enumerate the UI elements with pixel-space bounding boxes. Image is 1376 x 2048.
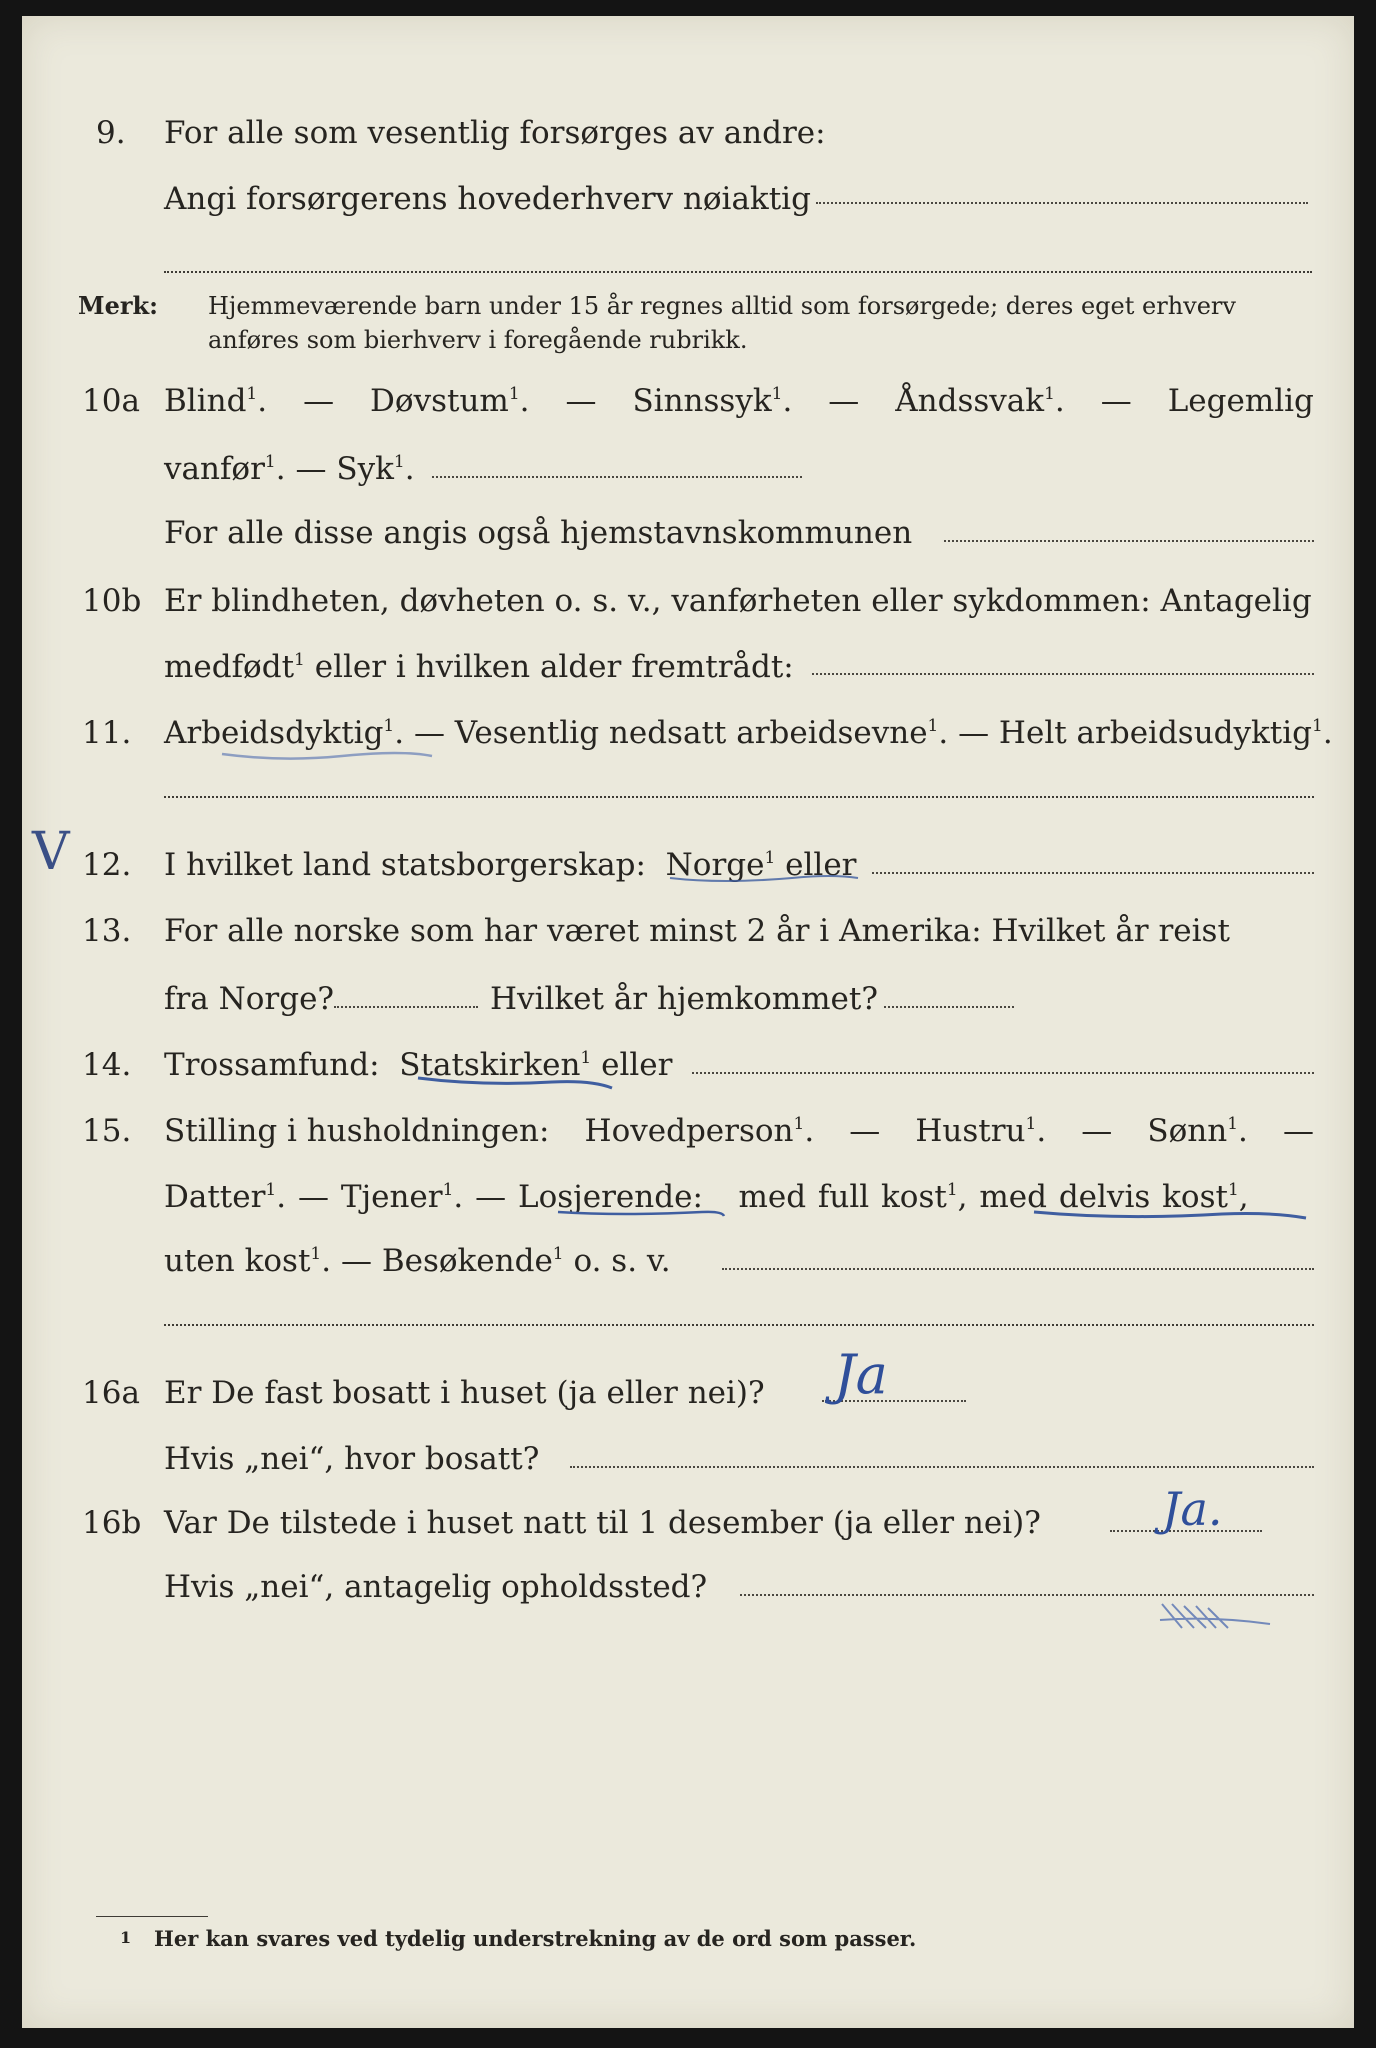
- q10a-number: 10a: [82, 383, 140, 419]
- q16b-number: 16b: [82, 1505, 142, 1541]
- q16a-question: Er De fast bosatt i huset (ja eller nei)?: [164, 1375, 765, 1411]
- option-hustru[interactable]: Hustru$^1$.: [915, 1113, 1047, 1149]
- separator: —: [1081, 1113, 1113, 1149]
- merk-label: Merk:: [78, 291, 158, 320]
- q16b-question: Var De tilstede i huset natt til 1 desember (ja eller nei)?: [164, 1505, 1041, 1541]
- q16a-number: 16a: [82, 1375, 140, 1411]
- option-dovstum[interactable]: Døvstum$^1$.: [370, 383, 530, 419]
- option-hovedperson[interactable]: Hovedperson$^1$.: [584, 1113, 815, 1149]
- pen-markings: [22, 16, 1354, 2028]
- option-andssvak[interactable]: Åndssvak$^1$.: [895, 383, 1065, 419]
- q12-question: I hvilket land statsborgerskap: Norge$^1$ eller: [164, 847, 857, 883]
- q11-options: Arbeidsdyktig$^1$. — Vesentlig nedsatt arbeidsevne$^1$. — Helt arbeidsudyktig$^1$.: [164, 715, 1333, 751]
- q9-question: For alle som vesentlig forsørges av andre:: [164, 115, 826, 151]
- q16b-handwritten-answer: Ja.: [1162, 1482, 1223, 1536]
- option-nedsatt[interactable]: . — Vesentlig nedsatt arbeidsevne$^1$: [394, 715, 939, 751]
- q12-number: 12.: [82, 847, 132, 883]
- footnote-text: Her kan svares ved tydelig understrekning av de ord som passer.: [154, 1926, 917, 1951]
- option-blind[interactable]: Blind$^1$.: [164, 383, 268, 419]
- option-sonn[interactable]: Sønn$^1$.: [1147, 1113, 1248, 1149]
- option-full-kost[interactable]: med full kost$^1$,: [738, 1179, 968, 1215]
- q13-hjemkommet-label: Hvilket år hjemkommet?: [490, 981, 878, 1017]
- merk-line-1: Hjemmeværende barn under 15 år regnes alltid som forsørgede; deres eget erhverv: [208, 292, 1236, 320]
- separator: —: [1282, 1113, 1314, 1149]
- q9-instruction: Angi forsørgerens hovederhverv nøiaktig: [164, 181, 811, 217]
- option-syk[interactable]: Syk$^1$.: [336, 451, 415, 487]
- q14-number: 14.: [82, 1047, 132, 1083]
- option-arbeidsdyktig[interactable]: Arbeidsdyktig$^1$: [164, 715, 395, 751]
- q10b-line-1: Er blindheten, døvheten o. s. v., vanførheten eller sykdommen: Antagelig: [164, 583, 1312, 619]
- option-losjerende[interactable]: Losjerende:: [518, 1179, 703, 1215]
- q10b-number: 10b: [82, 583, 142, 619]
- q16a-handwritten-answer: Ja: [834, 1343, 888, 1406]
- q15-line-3: uten kost$^1$. — Besøkende$^1$ o. s. v.: [164, 1243, 671, 1279]
- q13-reist-label: fra Norge?: [164, 981, 335, 1017]
- separator: —: [828, 383, 860, 419]
- option-vanfor[interactable]: vanfør$^1$.: [164, 451, 286, 487]
- census-form-page: [22, 16, 1354, 2028]
- option-norge[interactable]: Norge$^1$: [665, 847, 776, 883]
- option-tjener[interactable]: Tjener$^1$.: [340, 1179, 464, 1215]
- separator: —: [565, 383, 597, 419]
- separator: —: [295, 451, 327, 487]
- q15-line-2: Datter$^1$. — Tjener$^1$. — Losjerende: med full kost$^1$, med delvis kost$^1$,: [164, 1179, 1249, 1215]
- q11-number: 11.: [82, 715, 132, 751]
- separator: —: [849, 1113, 881, 1149]
- q15-label: Stilling i husholdningen:: [164, 1113, 550, 1149]
- option-sinnssyk[interactable]: Sinnssyk$^1$.: [632, 383, 793, 419]
- check-mark: V: [32, 822, 70, 882]
- option-delvis-kost[interactable]: med delvis kost$^1$,: [979, 1179, 1249, 1215]
- merk-line-2: anføres som bierhverv i foregående rubrikk.: [208, 326, 748, 354]
- separator: —: [303, 383, 335, 419]
- q16b-followup: Hvis „nei“, antagelig opholdssted?: [164, 1569, 708, 1605]
- q13-line-1: For alle norske som har været minst 2 år i Amerika: Hvilket år reist: [164, 913, 1230, 949]
- footnote-mark: 1: [120, 1928, 132, 1947]
- q10a-hjemstavn-label: For alle disse angis også hjemstavnskommunen: [164, 515, 913, 551]
- option-datter[interactable]: Datter$^1$.: [164, 1179, 287, 1215]
- q10b-line-2: medfødt$^1$ eller i hvilken alder fremtrådt:: [164, 649, 794, 685]
- option-udyktig[interactable]: . — Helt arbeidsudyktig$^1$: [938, 715, 1323, 751]
- footnote-rule: [96, 1916, 208, 1917]
- q14-question: Trossamfund: Statskirken$^1$ eller: [164, 1047, 673, 1083]
- q9-number: 9.: [96, 115, 126, 151]
- option-legemlig[interactable]: Legemlig: [1167, 383, 1314, 419]
- q15-number: 15.: [82, 1113, 132, 1149]
- option-statskirken[interactable]: Statskirken$^1$: [399, 1047, 592, 1083]
- option-uten-kost[interactable]: uten kost$^1$.: [164, 1243, 332, 1279]
- q13-number: 13.: [82, 913, 132, 949]
- q16a-followup: Hvis „nei“, hvor bosatt?: [164, 1441, 540, 1477]
- separator: —: [1100, 383, 1132, 419]
- option-besokende[interactable]: Besøkende$^1$: [381, 1243, 564, 1279]
